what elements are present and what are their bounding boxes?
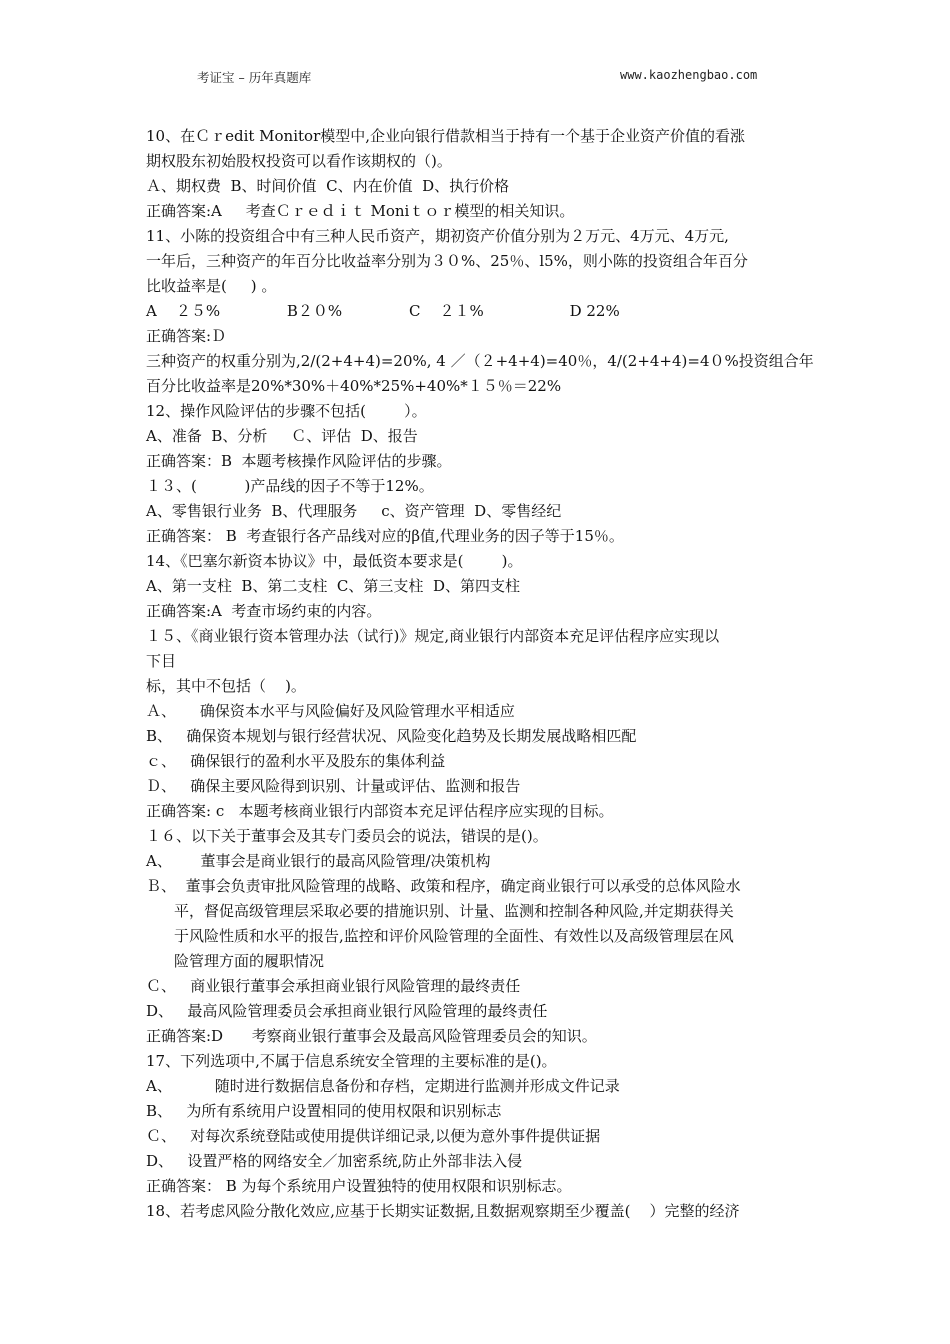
text-line: 比收益率是( ) 。 [146, 277, 277, 295]
text-line: １６、以下关于董事会及其专门委员会的说法，错误的是()。 [146, 827, 548, 845]
option-b-continuation: 于风险性质和水平的报告,监控和评价风险管理的全面性、有效性以及高级管理层在风 [174, 927, 734, 945]
text-line: Ａ、 确保资本水平与风险偏好及风险管理水平相适应 [146, 702, 515, 720]
text-line: 10、在Ｃｒedit Monitor模型中,企业向银行借款相当于持有一个基于企业资产价值的看涨 [146, 127, 746, 145]
text-line: 下目 [146, 652, 177, 670]
option-b-continuation: 险管理方面的履职情况 [174, 952, 325, 970]
text-line: A、 随时进行数据信息备份和存档，定期进行监测并形成文件记录 [146, 1077, 620, 1095]
text-line: 三种资产的权重分别为,2/(2+4+4)=20%, 4 ／（２+4+4)=40％，4/(2+4+4)=4０%投资组合年 [146, 352, 814, 370]
option-b-continuation: 平，督促高级管理层采取必要的措施识别、计量、监测和控制各种风险,并定期获得关 [174, 902, 734, 920]
text-line: 18、若考虑风险分散化效应,应基于长期实证数据,且数据观察期至少覆盖( ）完整的经济 [146, 1202, 740, 1220]
text-line: 正确答案:A 考查市场约束的内容。 [146, 602, 382, 620]
text-line: 17、下列选项中,不属于信息系统安全管理的主要标准的是()。 [146, 1052, 557, 1070]
text-line: A、零售银行业务 B、代理服务 c、资产管理 D、零售经纪 [146, 502, 562, 520]
text-line: D、 设置严格的网络安全／加密系统,防止外部非法入侵 [146, 1152, 523, 1170]
text-line: 正确答案：B 本题考核操作风险评估的步骤。 [146, 452, 452, 470]
text-line: Ａ、期权费 B、时间价值 C、内在价值 D、执行价格 [146, 177, 510, 195]
text-line: B、 确保资本规划与银行经营状况、风险变化趋势及长期发展战略相匹配 [146, 727, 637, 745]
option-b-text: 董事会负责审批风险管理的战略、政策和程序，确定商业银行可以承受的总体风险水 [185, 877, 741, 895]
text-line: 正确答案:D 考察商业银行董事会及最高风险管理委员会的知识。 [146, 1027, 597, 1045]
text-line: A ２５% B２０% C ２１% D 22% [146, 302, 620, 320]
text-line: 12、操作风险评估的步骤不包括( ）。 [146, 402, 427, 420]
text-line: 正确答案： B 考查银行各产品线对应的β值,代理业务的因子等于15％。 [146, 527, 624, 545]
text-line: 正确答案: c 本题考核商业银行内部资本充足评估程序应实现的目标。 [146, 802, 614, 820]
text-line: Ｃ、 对每次系统登陆或使用提供详细记录,以便为意外事件提供证据 [146, 1127, 601, 1145]
text-line: 期权股东初始股权投资可以看作该期权的（)。 [146, 152, 452, 170]
text-line: １５、《商业银行资本管理办法（试行)》规定,商业银行内部资本充足评估程序应实现以 [146, 627, 720, 645]
text-line: 正确答案:Ｄ [146, 327, 227, 345]
text-line: Ｃ、 商业银行董事会承担商业银行风险管理的最终责任 [146, 977, 521, 995]
text-line: 一年后，三种资产的年百分比收益率分别为３０%、25％、l5%，则小陈的投资组合年百分 [146, 252, 748, 270]
header-site-name: 考证宝 – 历年真题库 [197, 70, 312, 85]
text-line: Ｄ、 确保主要风险得到识别、计量或评估、监测和报告 [146, 777, 521, 795]
text-line: 标，其中不包括（ )。 [146, 677, 306, 695]
option-b-first-line [146, 874, 810, 899]
option-b-label: Ｂ、 [146, 877, 177, 895]
text-line: A、准备 B、分析 Ｃ、评估 D、报告 [146, 427, 418, 445]
text-line: A、第一支柱 B、第二支柱 C、第三支柱 D、第四支柱 [146, 577, 520, 595]
text-line: D、 最高风险管理委员会承担商业银行风险管理的最终责任 [146, 1002, 548, 1020]
text-line: 百分比收益率是20%*30%＋40%*25%+40%*１５％＝22% [146, 377, 562, 395]
text-line: ｃ、 确保银行的盈利水平及股东的集体利益 [146, 752, 446, 770]
page-header [0, 68, 950, 88]
text-line: １３、( )产品线的因子不等于12%。 [146, 477, 434, 495]
text-line: 11、小陈的投资组合中有三种人民币资产，期初资产价值分别为２万元、4万元、4万元, [146, 227, 729, 245]
text-line: 正确答案： B 为每个系统用户设置独特的使用权限和识别标志。 [146, 1177, 572, 1195]
text-line: A、 董事会是商业银行的最高风险管理/决策机构 [146, 852, 491, 870]
document-body [146, 124, 814, 1224]
text-line: 14、《巴塞尔新资本协议》中，最低资本要求是( )。 [146, 552, 523, 570]
text-line: B、 为所有系统用户设置相同的使用权限和识别标志 [146, 1102, 502, 1120]
header-url: www.kaozhengbao.com [620, 68, 758, 82]
text-line: 正确答案:A 考查Ｃｒｅｄｉｔ Moniｔｏｒ模型的相关知识。 [146, 202, 575, 220]
